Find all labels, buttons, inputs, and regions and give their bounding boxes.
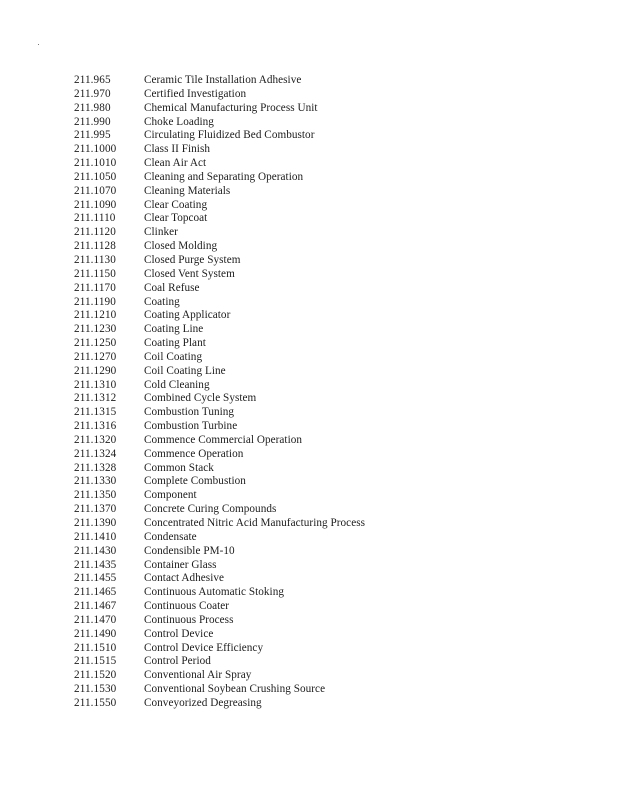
defined-term: Commence Operation bbox=[144, 447, 244, 460]
section-number: 211.1350 bbox=[74, 489, 117, 502]
list-item bbox=[74, 503, 365, 517]
defined-term: Conveyorized Degreasing bbox=[144, 696, 262, 709]
list-item bbox=[74, 240, 365, 254]
section-number: 211.1435 bbox=[74, 558, 117, 571]
section-number: 211.1430 bbox=[74, 544, 117, 557]
definitions-list bbox=[74, 74, 365, 711]
list-item bbox=[74, 475, 365, 489]
list-item bbox=[74, 185, 365, 199]
list-item bbox=[74, 628, 365, 642]
defined-term: Commence Commercial Operation bbox=[144, 433, 303, 446]
defined-term: Cold Cleaning bbox=[144, 378, 210, 391]
defined-term: Conventional Soybean Crushing Source bbox=[144, 683, 326, 696]
section-number: 211.1370 bbox=[74, 503, 117, 516]
defined-term: Concentrated Nitric Acid Manufacturing Process bbox=[144, 517, 366, 529]
section-number: 211.1316 bbox=[74, 420, 117, 433]
section-number: 211.990 bbox=[74, 115, 111, 128]
list-item bbox=[74, 116, 365, 130]
section-number: 211.1120 bbox=[74, 226, 116, 239]
section-number: 211.1050 bbox=[74, 170, 117, 183]
list-item bbox=[74, 226, 365, 240]
list-item bbox=[74, 102, 365, 116]
section-number: 211.1000 bbox=[74, 143, 117, 156]
section-number: 211.1070 bbox=[74, 184, 117, 197]
defined-term: Coating Line bbox=[144, 323, 204, 336]
defined-term: Complete Combustion bbox=[144, 475, 246, 488]
section-number: 211.1515 bbox=[74, 655, 117, 668]
defined-term: Clear Topcoat bbox=[144, 212, 208, 225]
defined-term: Closed Molding bbox=[144, 240, 218, 253]
list-item bbox=[74, 434, 365, 448]
defined-term: Closed Vent System bbox=[144, 267, 235, 280]
defined-term: Continuous Automatic Stoking bbox=[144, 586, 285, 599]
section-number: 211.1230 bbox=[74, 323, 117, 336]
defined-term: Coil Coating bbox=[144, 350, 203, 363]
list-item bbox=[74, 614, 365, 628]
list-item bbox=[74, 669, 365, 683]
list-item bbox=[74, 74, 365, 88]
section-number: 211.1490 bbox=[74, 627, 117, 640]
list-item bbox=[74, 545, 365, 559]
list-item bbox=[74, 88, 365, 102]
defined-term: Clinker bbox=[144, 226, 178, 239]
defined-term: Class II Finish bbox=[144, 143, 211, 156]
section-number: 211.1150 bbox=[74, 267, 116, 280]
defined-term: Continuous Coater bbox=[144, 600, 230, 613]
defined-term: Coating Applicator bbox=[144, 309, 231, 322]
section-number: 211.1467 bbox=[74, 600, 117, 613]
section-number: 211.995 bbox=[74, 129, 111, 142]
section-number: 211.1312 bbox=[74, 392, 117, 405]
list-item bbox=[74, 268, 365, 282]
section-number: 211.1110 bbox=[74, 212, 116, 225]
list-item bbox=[74, 462, 365, 476]
defined-term: Condensate bbox=[144, 530, 197, 543]
defined-term: Cleaning Materials bbox=[144, 184, 231, 197]
list-item bbox=[74, 420, 365, 434]
section-number: 211.1090 bbox=[74, 198, 117, 211]
section-number: 211.1550 bbox=[74, 696, 117, 709]
section-number: 211.1190 bbox=[74, 295, 116, 308]
list-item bbox=[74, 365, 365, 379]
defined-term: Control Device Efficiency bbox=[144, 641, 264, 654]
list-item bbox=[74, 517, 365, 531]
defined-term: Conventional Air Spray bbox=[144, 669, 252, 682]
list-item bbox=[74, 199, 365, 213]
list-item bbox=[74, 697, 365, 711]
defined-term: Control Period bbox=[144, 655, 211, 668]
section-number: 211.1270 bbox=[74, 350, 117, 363]
list-item bbox=[74, 572, 365, 586]
section-number: 211.1128 bbox=[74, 240, 116, 253]
section-number: 211.1320 bbox=[74, 433, 117, 446]
list-item bbox=[74, 406, 365, 420]
list-item bbox=[74, 655, 365, 669]
section-number: 211.1310 bbox=[74, 378, 117, 391]
section-number: 211.965 bbox=[74, 74, 111, 86]
list-item bbox=[74, 337, 365, 351]
section-number: 211.1390 bbox=[74, 517, 117, 529]
list-item bbox=[74, 282, 365, 296]
defined-term: Contact Adhesive bbox=[144, 572, 225, 585]
defined-term: Combustion Turbine bbox=[144, 420, 238, 433]
list-item bbox=[74, 171, 365, 185]
list-item bbox=[74, 489, 365, 503]
list-item bbox=[74, 296, 365, 310]
section-number: 211.1455 bbox=[74, 572, 117, 585]
section-number: 211.1510 bbox=[74, 641, 117, 654]
section-number: 211.1010 bbox=[74, 157, 117, 170]
defined-term: Closed Purge System bbox=[144, 253, 241, 266]
list-item bbox=[74, 351, 365, 365]
defined-term: Circulating Fluidized Bed Combustor bbox=[144, 129, 315, 142]
section-number: 211.1324 bbox=[74, 447, 117, 460]
defined-term: Condensible PM-10 bbox=[144, 544, 235, 557]
list-item bbox=[74, 309, 365, 323]
section-number: 211.1530 bbox=[74, 683, 117, 696]
defined-term: Certified Investigation bbox=[144, 87, 247, 100]
list-item bbox=[74, 157, 365, 171]
section-number: 211.1210 bbox=[74, 309, 117, 322]
defined-term: Chemical Manufacturing Process Unit bbox=[144, 101, 318, 114]
list-item bbox=[74, 586, 365, 600]
defined-term: Clear Coating bbox=[144, 198, 208, 211]
list-item bbox=[74, 379, 365, 393]
section-number: 211.1465 bbox=[74, 586, 117, 599]
scan-speck bbox=[38, 44, 39, 45]
list-item bbox=[74, 600, 365, 614]
section-number: 211.970 bbox=[74, 87, 111, 100]
list-item bbox=[74, 392, 365, 406]
list-item bbox=[74, 254, 365, 268]
defined-term: Component bbox=[144, 489, 197, 502]
list-item bbox=[74, 531, 365, 545]
list-item bbox=[74, 212, 365, 226]
section-number: 211.1330 bbox=[74, 475, 117, 488]
list-item bbox=[74, 559, 365, 573]
section-number: 211.980 bbox=[74, 101, 111, 114]
section-number: 211.1410 bbox=[74, 530, 117, 543]
section-number: 211.1315 bbox=[74, 406, 117, 419]
list-item bbox=[74, 683, 365, 697]
defined-term: Combined Cycle System bbox=[144, 392, 257, 405]
section-number: 211.1290 bbox=[74, 364, 117, 377]
list-item bbox=[74, 143, 365, 157]
section-number: 211.1470 bbox=[74, 613, 117, 626]
defined-term: Container Glass bbox=[144, 558, 217, 571]
list-item bbox=[74, 129, 365, 143]
section-number: 211.1170 bbox=[74, 281, 116, 294]
defined-term: Common Stack bbox=[144, 461, 214, 474]
defined-term: Concrete Curing Compounds bbox=[144, 503, 277, 516]
defined-term: Choke Loading bbox=[144, 115, 214, 128]
defined-term: Coating bbox=[144, 295, 180, 308]
defined-term: Continuous Process bbox=[144, 613, 234, 626]
list-item bbox=[74, 448, 365, 462]
section-number: 211.1328 bbox=[74, 461, 117, 474]
section-number: 211.1130 bbox=[74, 253, 116, 266]
defined-term: Ceramic Tile Installation Adhesive bbox=[144, 74, 302, 86]
list-item bbox=[74, 323, 365, 337]
section-number: 211.1520 bbox=[74, 669, 117, 682]
defined-term: Clean Air Act bbox=[144, 157, 207, 170]
section-number: 211.1250 bbox=[74, 337, 117, 350]
defined-term: Combustion Tuning bbox=[144, 406, 235, 419]
defined-term: Coating Plant bbox=[144, 337, 206, 350]
defined-term: Cleaning and Separating Operation bbox=[144, 170, 304, 183]
list-item bbox=[74, 642, 365, 656]
defined-term: Control Device bbox=[144, 627, 214, 640]
defined-term: Coil Coating Line bbox=[144, 364, 226, 377]
defined-term: Coal Refuse bbox=[144, 281, 200, 294]
